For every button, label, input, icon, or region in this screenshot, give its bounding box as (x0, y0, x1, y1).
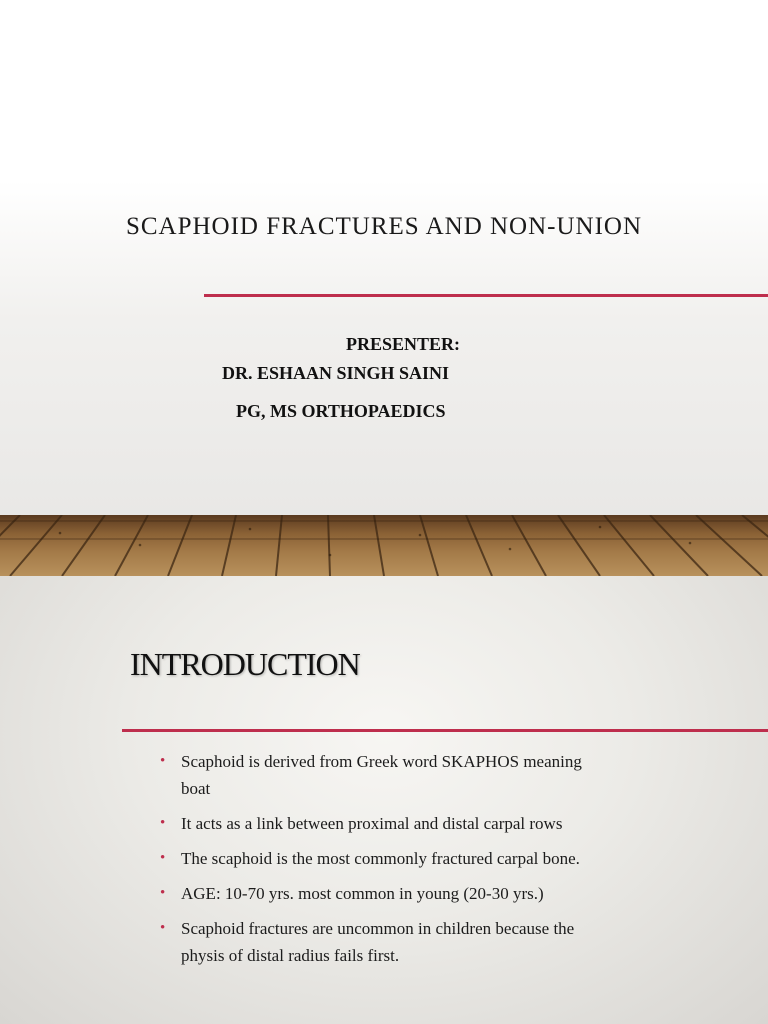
bullet-icon: • (160, 850, 166, 866)
title-divider (204, 294, 768, 297)
bullet-icon: • (160, 753, 166, 769)
presenter-label: PRESENTER: (346, 334, 461, 354)
bullet-list (160, 748, 610, 977)
list-item (160, 915, 610, 969)
bullet-icon: • (160, 920, 166, 936)
slide-title: INTRODUCTION (130, 646, 360, 682)
bullet-text: Scaphoid is derived from Greek word SKAPHOS meaning boat (181, 752, 582, 798)
presenter-role: PG, MS ORTHOPAEDICS (236, 401, 446, 421)
list-item (160, 748, 610, 802)
list-item (160, 810, 610, 837)
wood-floor-decoration (0, 515, 768, 576)
list-item (160, 845, 610, 872)
wood-plank-lines (0, 515, 768, 576)
bullet-text: It acts as a link between proximal and distal carpal rows (181, 814, 563, 833)
title-divider (122, 729, 768, 732)
list-item (160, 880, 610, 907)
bullet-text: Scaphoid fractures are uncommon in children because the physis of distal radius fails first. (181, 919, 575, 965)
bullet-icon: • (160, 885, 166, 901)
bullet-text: The scaphoid is the most commonly fractured carpal bone. (181, 849, 580, 868)
bullet-icon: • (160, 815, 166, 831)
presenter-name: DR. ESHAAN SINGH SAINI (222, 363, 450, 383)
presentation-title: SCAPHOID FRACTURES AND NON-UNION (125, 213, 643, 240)
bullet-text: AGE: 10-70 yrs. most common in young (20-30 yrs.) (181, 884, 544, 903)
introduction-slide (0, 576, 768, 1024)
